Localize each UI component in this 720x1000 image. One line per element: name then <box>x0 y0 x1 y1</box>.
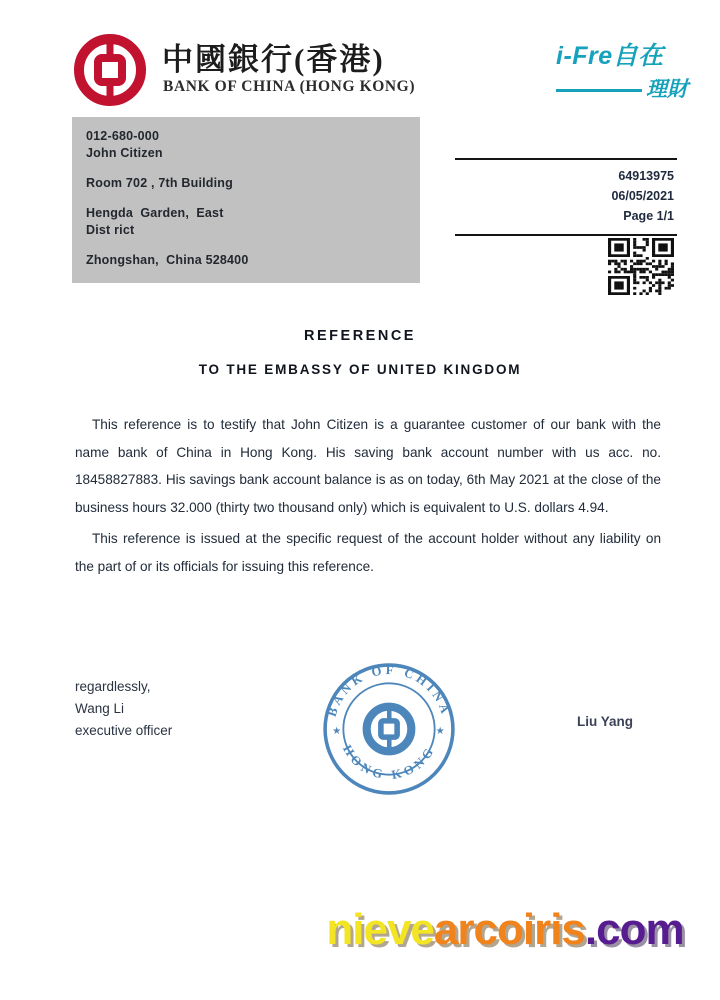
recipient-name: John Citizen <box>86 146 163 160</box>
body-line: the part of or its officials for issuing this reference. <box>75 558 374 574</box>
body-line: 18458827883. His savings bank account balance is as on today, 6th May 2021 at the close of the <box>75 472 661 487</box>
recipient-address-block <box>72 117 420 283</box>
account-number-line: 012-680-000 <box>86 129 160 143</box>
body-line: name bank of China in Hong Kong. His saving bank account number with us acc. no. <box>75 444 661 460</box>
bank-of-china-emblem-icon <box>72 32 148 108</box>
body-line: business hours 32.000 (thirty two thousand only) which is equivalent to U.S. dollars 4.94. <box>75 499 609 515</box>
signature-block <box>75 676 172 742</box>
stamp-top-text: BANK OF CHINA <box>324 663 454 719</box>
ifre-brand-logo <box>556 36 688 103</box>
document-title: REFERENCE <box>304 328 416 344</box>
body-line: This reference is to testify that John Citizen is a guarantee customer of our bank with the <box>92 417 661 432</box>
star-icon: ★ <box>332 726 342 738</box>
paragraph-1 <box>75 411 661 521</box>
site-watermark <box>295 905 715 955</box>
address-line-district: Dist rict <box>86 223 135 237</box>
closing-phrase: regardlessly, <box>75 679 151 694</box>
reference-number: 64913975 <box>618 169 674 183</box>
document-info-block <box>455 158 677 236</box>
watermark-part-1: nieve <box>326 905 434 954</box>
document-subtitle: TO THE EMBASSY OF UNITED KINGDOM <box>198 362 522 377</box>
countersigner-name: Liu Yang <box>576 714 633 729</box>
page-indicator: Page 1/1 <box>623 209 674 223</box>
address-line-room: Room 702 , 7th Building <box>86 176 233 190</box>
bank-name-chinese: 中國銀行(香港) <box>162 42 385 77</box>
signer-name: Wang Li <box>75 701 125 716</box>
bank-stamp-seal <box>320 660 458 798</box>
document-date: 06/05/2021 <box>611 189 674 203</box>
paragraph-2 <box>75 525 661 580</box>
letter-body <box>75 411 661 580</box>
ifre-logo-underline <box>556 89 642 92</box>
watermark-part-3: .com <box>584 905 684 954</box>
stamp-center-emblem-icon <box>367 707 412 752</box>
address-line-garden: Hengda Garden, East <box>86 206 224 220</box>
ifre-logo-line1: i-Fre自在 <box>556 42 664 70</box>
qr-code <box>608 238 674 295</box>
stamp-bottom-text: HONG KONG <box>339 742 439 783</box>
body-line: This reference is issued at the specific request of the account holder without any liability on <box>92 531 661 546</box>
address-line-city: Zhongshan, China 528400 <box>86 253 249 267</box>
bank-name-english: BANK OF CHINA (HONG KONG) <box>163 78 416 95</box>
watermark-part-2: arcoiris <box>433 905 585 954</box>
ifre-logo-line2: 理財 <box>646 78 688 101</box>
signer-role: executive officer <box>75 723 173 738</box>
star-icon: ★ <box>435 726 445 738</box>
